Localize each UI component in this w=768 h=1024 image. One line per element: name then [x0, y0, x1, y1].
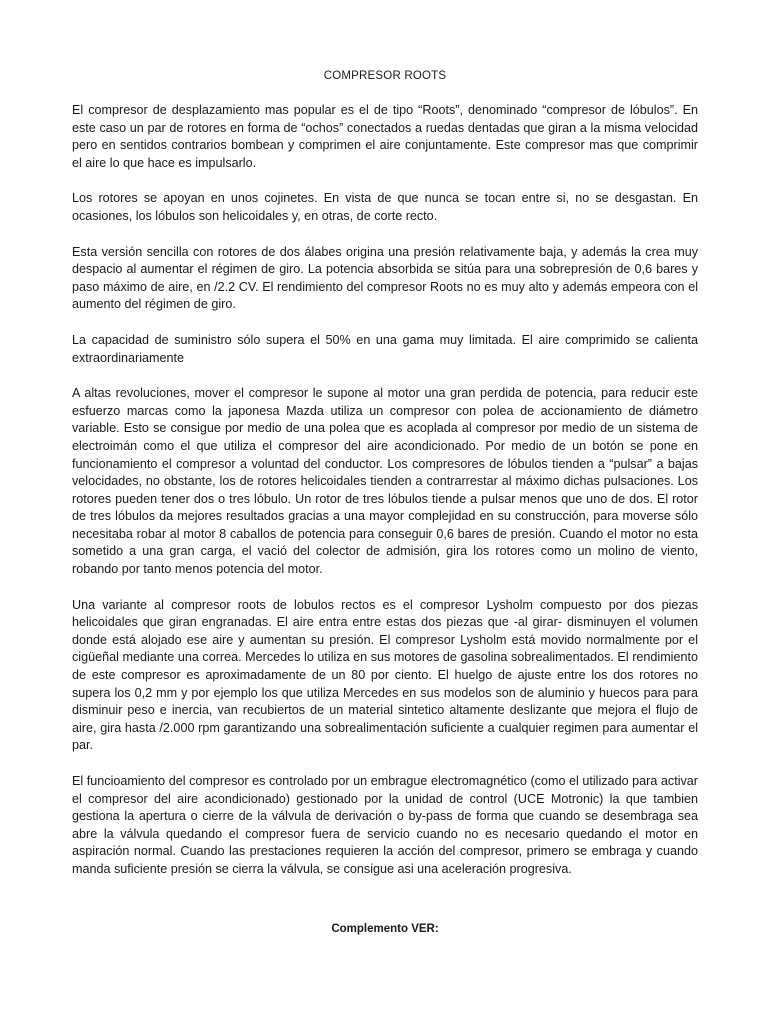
paragraph-7: El funcioamiento del compresor es controlado por un embrague electromagnético (como el utilizado para activar el compresor del aire acondicionado) gestionado por la unidad de control (UCE Motronic) la que tambien gestiona la apertura o cierre de la válvula de derivación o by-pass de forma que cuando se desembraga sea abre la válvula quedando el compresor fuera de servicio cuando no es necesario quedando el motor en aspiración normal. Cuando las prestaciones requieren la acción del compresor, primero se embraga y cuando manda suficiente presión se cierra la válvula, se consigue asi una aceleración progresiva. — [72, 774, 698, 876]
document-title: COMPRESOR ROOTS — [323, 70, 447, 82]
document-page — [72, 66, 698, 939]
complemento-heading: Complemento VER: — [331, 922, 439, 935]
paragraph-1: El compresor de desplazamiento mas popular es el de tipo “Roots”, denominado “compresor de lóbulos”. En este caso un par de rotores en forma de “ochos” conectados a ruedas dentadas que giran a la misma velocidad pero en sentidos contrarios bombean y comprimen el aire conjuntamente. Este compresor mas que comprimir el aire lo que hace es impulsarlo. — [72, 103, 698, 170]
paragraph-3: Esta versión sencilla con rotores de dos álabes origina una presión relativamente baja, y además la crea muy despacio al aumentar el régimen de giro. La potencia absorbida se sitúa para una sobrepresión de 0,6 bares y paso máximo de aire, en /2.2 CV. El rendimiento del compresor Roots no es muy alto y además empeora con el aumento del régimen de giro. — [72, 244, 698, 312]
paragraph-5: A altas revoluciones, mover el compresor le supone al motor una gran perdida de potencia, para reducir este esfuerzo marcas como la japonesa Mazda utiliza un compresor con polea de accionamiento de diámetro variable. Esto se consigue por medio de una polea que es acoplada al compresor por medio de un sistema de electroimán como el que utiliza el compresor del aire acondicionado. Por medio de un botón se pone en funcionamiento el compresor a voluntad del conductor. Los compresores de lóbulos tienden a “pulsar” a bajas velocidades, no obstante, los de rotores helicoidales tienden a contrarrestar al máximo dichas pulsaciones. Los rotores pueden tener dos o tres lóbulo. Un rotor de tres lóbulos tiende a pulsar menos que uno de dos. El rotor de tres lóbulos da mejores resultados gracias a una mayor complejidad en su construcción, para moverse sólo necesitaba robar al motor 8 caballos de potencia para conseguir 0,6 bares de presión. Cuando el motor no esta sometido a una gran carga, el vació del colector de admisión, gira los rotores como un molino de viento, robando por tanto menos potencia del motor. — [72, 386, 698, 577]
paragraph-6: Una variante al compresor roots de lobulos rectos es el compresor Lysholm compuesto por dos piezas helicoidales que giran engranadas. El aire entra entre estas dos piezas que -al girar- disminuyen el volumen donde está alojado ese aire y aumentan su presión. El compresor Lysholm está movido normalmente por el cigüeñal mediante una correa. Mercedes lo utiliza en sus motores de gasolina sobrealimentados. El rendimiento de este compresor es aproximadamente de un 80 por ciento. El huelgo de ajuste entre los dos rotores no supera los 0,2 mm y por ejemplo los que utiliza Mercedes en sus modelos son de aluminio y huecos para para disminuir peso e inercia, van recubiertos de un material sintetico altamente deslizante que mejora el flujo de aire, gira hasta /2.000 rpm garantizando una sobrealimentación suficiente a cualquier regimen para aumentar el par. — [72, 597, 698, 753]
paragraph-2: Los rotores se apoyan en unos cojinetes. En vista de que nunca se tocan entre si, no se desgastan. En ocasiones, los lóbulos son helicoidales y, en otras, de corte recto. — [72, 191, 698, 223]
paragraph-4: La capacidad de suministro sólo supera el 50% en una gama muy limitada. El aire comprimido se calienta extraordinariamente — [72, 332, 698, 365]
